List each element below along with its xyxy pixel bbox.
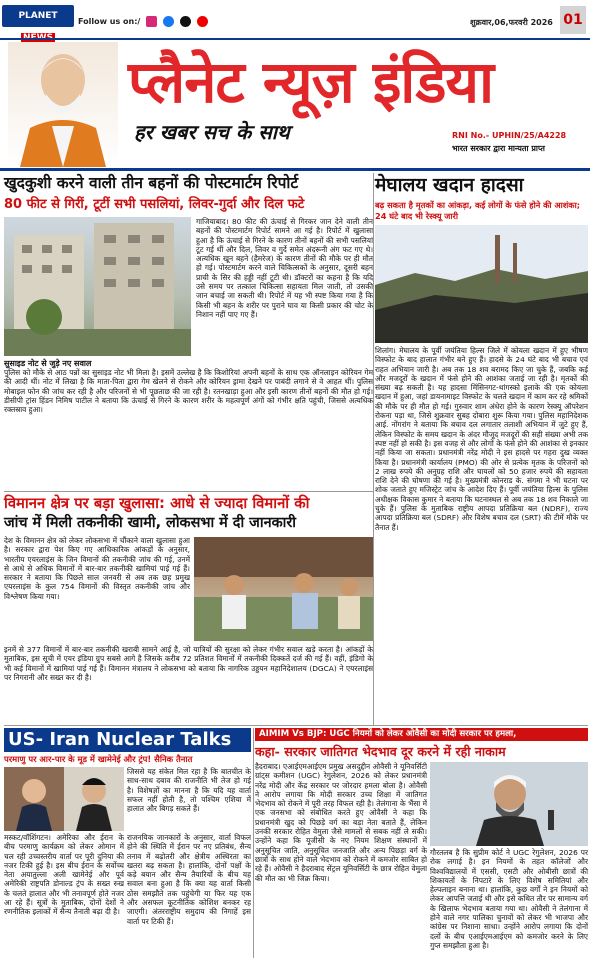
- row-divider-2: [4, 725, 588, 726]
- logo-planet-text: PLANET: [18, 11, 58, 21]
- story1-building-photo: [4, 217, 191, 356]
- story1-body-col2: गाजियाबाद। 80 फीट की ऊंचाई से गिरकर जान देने वाली तीन बहनों की पोस्टमार्टम रिपोर्ट सामने आ गई है। रिपोर्ट में खुलासा हुआ है कि ऊंचाई से गिरने के कारण तीनों बहनों की सभी पसलियां टूट गई थीं और दिल, लिवर व गुर्दे समेत अंदरूनी अंग फट गए थे। अत्यधिक खून बहने (हैमरेज) के कारण तीनों की मौके पर ही मौत हो गई। पोस्टमार्टम करने वाले चिकित्सकों के अनुसार, दूसरी बहन प्राची के सिर की हड्डी नहीं टूटी थी। डॉक्टरों का कहना है कि यदि उसे समय पर तत्काल चिकित्सा सहायता मिल जाती, तो उसकी जान बचाई जा सकती थी। रिपोर्ट में यह भी स्पष्ट किया गया है कि किसी भी बहन के शरीर पर पुराने घाव या किसी प्रकार की चोट के निशान नहीं पाए गए हैं।: [196, 217, 373, 319]
- story3-body-col1: देश के विमानन क्षेत्र को लेकर लोकसभा में चौंकाने वाला खुलासा हुआ है। सरकार द्वारा पेश किए गए आधिकारिक आंकड़ों के अनुसार, भारतीय एयरलाइंस के जिन विमानों की तकनीकी जांच की गई, उनमें से आधे से अधिक विमानों में बार-बार तकनीकी खामियां पाई गई हैं। सरकार ने बताया कि पिछले साल जनवरी से अब तक छह प्रमुख एयरलाइंस के कुल 754 विमानों की विस्तृत तकनीकी जांच और विश्लेषण किया गया।: [4, 536, 190, 601]
- facebook-icon[interactable]: [163, 16, 174, 27]
- story4-body-top: जिससे यह संकेत मिल रहा है कि बातचीत के साथ-साथ दबाव की राजनीति भी तेज हो गई है। विशेषज्ञों का मानना है कि यदि यह वार्ता सफल नहीं होती है, तो पश्चिम एशिया में हालात और बिगड़ सकते हैं।: [127, 767, 251, 814]
- story2-headline[interactable]: मेघालय खदान हादसा: [375, 174, 524, 196]
- story5-owaisi-photo: [430, 762, 588, 846]
- leader-portrait-image: [8, 42, 118, 167]
- story5-headline[interactable]: कहा- सरकार जातिगत भेदभाव दूर करने में रही नाकाम: [255, 744, 506, 759]
- issue-date: शुक्रवार,06,फरवरी 2026: [470, 18, 553, 27]
- story4-leaders-photo: [4, 767, 124, 831]
- column-divider: [373, 173, 374, 725]
- story2-body: शिलांग। मेघालय के पूर्वी जयंतिया हिल्स जिले में कोयला खदान में हुए भीषण विस्फोट के बाद हालात गंभीर बने हुए हैं। हादसे के 24 घंटे बाद भी बचाव एवं राहत अभियान जारी है। अब तक 18 शव बरामद किए जा चुके हैं, जबकि कई और मजदूरों के खदान में फंसे होने की आशंका जताई जा रही है। मृतकों की संख्या बढ़ सकती है। यह हादसा मिंसिनगट-थांगस्को इलाके की एक कोयला खदान में हुआ, जहां डायनामाइट विस्फोट के चलते खदान में काम कर रहे श्रमिकों की मौके पर ही मौत हो गई। गुरुवार शाम अंधेरा होने के कारण रेस्क्यू ऑपरेशन रोकना पड़ा था, जिसे शुक्रवार सुबह दोबारा शुरू किया गया। पुलिस महानिदेशक आई. नोंगरांग ने बताया कि बचाव दल लगातार तलाशी अभियान में जुटे हुए हैं, लेकिन विस्फोट के समय खदान के अंदर मौजूद मजदूरों की सही संख्या अभी तक स्पष्ट नहीं हो सकी है। इस वजह से और लोगों के फंसे होने की आशंका से इनकार नहीं किया जा सकता। प्रधानमंत्री नरेंद्र मोदी ने इस हादसे पर गहरा दुख व्यक्त किया है। प्रधानमंत्री कार्यालय (PMO) की ओर से प्रत्येक मृतक के परिजनों को 2 लाख रुपये की अनुग्रह राशि और घायलों को 50 हजार रुपये की सहायता राशि देने की घोषणा की गई है। मुख्यमंत्री कोनराड के. संगमा ने भी घटना पर शोक जताते हुए मजिस्ट्रेट जांच के आदेश दिए हैं। पूर्वी जयंतिया हिल्स के पुलिस अधीक्षक विकास कुमार ने बताया कि घटनास्थल से अब तक 18 शव निकाले जा चुके हैं। पुलिस के मुताबिक राष्ट्रीय आपदा प्रतिक्रिया बल (NDRF), राज्य आपदा प्रतिक्रिया बल (SDRF) और विशेष बचाव दल (SRT) की टीमें मौके पर तैनात हैं।: [375, 346, 588, 532]
- masthead-rule: [0, 168, 590, 171]
- story5-body-col1: हैदराबाद। एआईएमआईएम प्रमुख असदुद्दीन ओवैसी ने यूनिवर्सिटी ग्रांट्स कमीशन (UGC) रेगुलेशन, 2026 को लेकर प्रधानमंत्री नरेंद्र मोदी और केंद्र सरकार पर जोरदार हमला बोला है। ओवैसी ने आरोप लगाया कि मोदी सरकार उच्च शिक्षा में जातिगत भेदभाव को रोकने में पूरी तरह विफल रही है। तेलंगाना के भैंसा में एक जनसभा को संबोधित करते हुए ओवैसी ने कहा कि प्रधानमंत्री खुद को पिछड़े वर्ग का बड़ा नेता बताते हैं, लेकिन उनकी सरकार रोहित वेमुला जैसे मामलों से सबक नहीं ले सकी। उन्होंने कहा कि यूजीसी के नए नियम शिक्षण संस्थानों में अनुसूचित जाति, अनुसूचित जनजाति और अन्य पिछड़ा वर्ग के छात्रों के साथ होने वाले भेदभाव को रोकने में कमजोर साबित हो रहे हैं। ओवैसी ने हैदराबाद सेंट्रल यूनिवर्सिटी के छात्र रोहित वेमुला की मौत का भी जिक्र किया।: [255, 762, 427, 883]
- planet-news-logo[interactable]: [2, 5, 74, 27]
- rni-number: RNI No.- UPHIN/25/A4228: [452, 131, 567, 140]
- govt-recognition: भारत सरकार द्वारा मान्यता प्राप्त: [452, 144, 545, 153]
- social-follow: [78, 16, 208, 27]
- story1-caption: सुसाइड नोट से जुड़े नए सवाल: [4, 359, 92, 368]
- story3-headline[interactable]: विमानन क्षेत्र पर बड़ा खुलासा: आधे से ज्यादा विमानों की: [4, 495, 310, 512]
- story3-headline-line2[interactable]: जांच में मिली तकनीकी खामी, लोकसभा में दी जानकारी: [4, 515, 296, 531]
- masthead-tagline: हर खबर सच के साथ: [134, 120, 290, 144]
- story2-subhead: बढ़ सकता है मृतकों का आंकड़ा, कई लोगों के फंसे होने की आशंका; 24 घंटे बाद भी रेस्क्यू जारी: [375, 200, 580, 221]
- column-divider-2: [253, 728, 254, 958]
- top-rule: [0, 38, 590, 40]
- story3-body-col2: इनमें से 377 विमानों में बार-बार तकनीकी खराबी सामने आई है, जो यात्रियों की सुरक्षा को लेकर गंभीर सवाल खड़े करता है। आंकड़ों के मुताबिक, इस सूची में एयर इंडिया ग्रुप सबसे आगे है जिसके करीब 72 प्रतिशत विमानों में तकनीकी दिक्कतें दर्ज की गई हैं। वहीं, इंडिगो के भी कई विमानों में खामियां पाई गई हैं। विमानन मंत्रालय ने लोकसभा को बताया कि नागरिक उड्डयन महानिदेशालय (DGCA) ने एयरलाइंस पर निगरानी और सख्त कर दी है।: [4, 645, 373, 682]
- instagram-icon[interactable]: [146, 16, 157, 27]
- story1-headline[interactable]: खुदकुशी करने वाली तीन बहनों की पोस्टमार्टम रिपोर्ट: [4, 174, 299, 192]
- follow-label: Follow us on:/: [78, 17, 141, 26]
- youtube-icon[interactable]: [197, 16, 208, 27]
- story1-subhead: 80 फीट से गिरीं, टूटीं सभी पसलियां, लिवर-गुर्दा और दिल फटे: [4, 197, 305, 212]
- page-number: 01: [560, 6, 586, 34]
- story5-body-col2: गौरतलब है कि सुप्रीम कोर्ट ने UGC रेगुलेशन, 2026 पर रोक लगाई है। इन नियमों के तहत कॉलेजों और विश्वविद्यालयों में एससी, एसटी और ओबीसी छात्रों की शिकायतों के निपटारे के लिए विशेष समितियां और हेल्पलाइन बनाना था। हालांकि, कुछ वर्गों ने इन नियमों को लेकर आपत्ति जताई थी और इसे कथित तौर पर सामान्य वर्ग के खिलाफ भेदभाव बताया गया था। ओवैसी ने तेलंगाना में होने वाले नगर पालिका चुनावों को लेकर भी भाजपा और कांग्रेस पर निशाना साधा। उन्होंने आरोप लगाया कि दोनों दलों के बीच एआईएमआईएम को कमजोर करने के लिए गुप्त समझौता हुआ है।: [430, 848, 588, 950]
- story1-body-bottom: पुलिस को मौके से आठ पन्नों का सुसाइड नोट भी मिला है। इसमें उल्लेख है कि किशोरियां अपनी बहनों के साथ एक ऑनलाइन कोरियन गेम की आदी थीं। नोट में लिखा है कि माता-पिता द्वारा गेम खेलने से रोकने और कोरियन ड्रामा देखने पर पाबंदी लगाने से वे आहत थीं। पुलिस मोबाइल फोन की जांच कर रही है और परिजनों से भी पूछताछ की जा रही है। रतनखाड़ा हुआ और इसी कारण तीनों बहनों की मौत हो गई। डीसीपी ट्रांस हिंडन निमिष पाटील ने बताया कि ऊंचाई से गिरने के कारण शरीर के महत्वपूर्ण अंगों को गंभीर क्षति पहुंची, जिससे अत्यधिक रक्तस्राव हुआ।: [4, 368, 373, 415]
- x-icon[interactable]: [180, 16, 191, 27]
- story2-mine-photo: [375, 225, 588, 343]
- masthead-title: [128, 42, 588, 122]
- story4-body-col1: मस्कट/वॉशिंगटन। अमेरिका और ईरान के बीच परमाणु कार्यक्रम को लेकर ओमान में चल रही उच्चस्तरीय वार्ता पर पूरी दुनिया की नजर टिकी हुई है। इस बीच ईरान के सर्वोच्च नेता अयातुल्ला अली खामेनेई और पूर्व अमेरिकी राष्ट्रपति डोनाल्ड ट्रंप के सख्त रुख के चलते हालात और भी तनावपूर्ण होते नजर आ रहे हैं। सूत्रों के मुताबिक, दोनों देशों ने रणनीतिक इलाकों में सैन्य तैनाती बढ़ा दी है।: [4, 833, 124, 917]
- row-divider: [4, 491, 373, 492]
- story4-headline-banner[interactable]: US- Iran Nuclear Talks: [4, 728, 251, 752]
- masthead-title-text: प्लैनेट न्यूज़ इंडिया: [128, 48, 494, 116]
- story5-headline-banner[interactable]: AIMIM Vs BJP: UGC नियमों को लेकर ओवैसी का मोदी सरकार पर हमला,: [255, 728, 588, 741]
- story3-parliament-photo: [194, 537, 373, 641]
- story4-body-col2: राजनयिक जानकारों के अनुसार, वार्ता विफल होने की स्थिति में ईरान पर नए प्रतिबंध, सैन्य तनाव में बढ़ोतरी और क्षेत्रीय अस्थिरता का खतरा बढ़ सकता है। हालांकि, दोनों पक्षों के कड़े बयान और सैन्य तैयारियों के बीच यह सवाल बना हुआ है कि क्या यह वार्ता किसी ठोस समझौते तक पहुंचेगी या फिर यह एक और असफल कूटनीतिक कोशिश बनकर रह जाएगी। अंतरराष्ट्रीय समुदाय की निगाहें इस वार्ता पर टिकी हैं।: [127, 833, 251, 926]
- story4-subhead: परमाणु पर आर-पार के मूड में खामेनेई और ट्रंप! सैनिक तैनात: [4, 754, 193, 764]
